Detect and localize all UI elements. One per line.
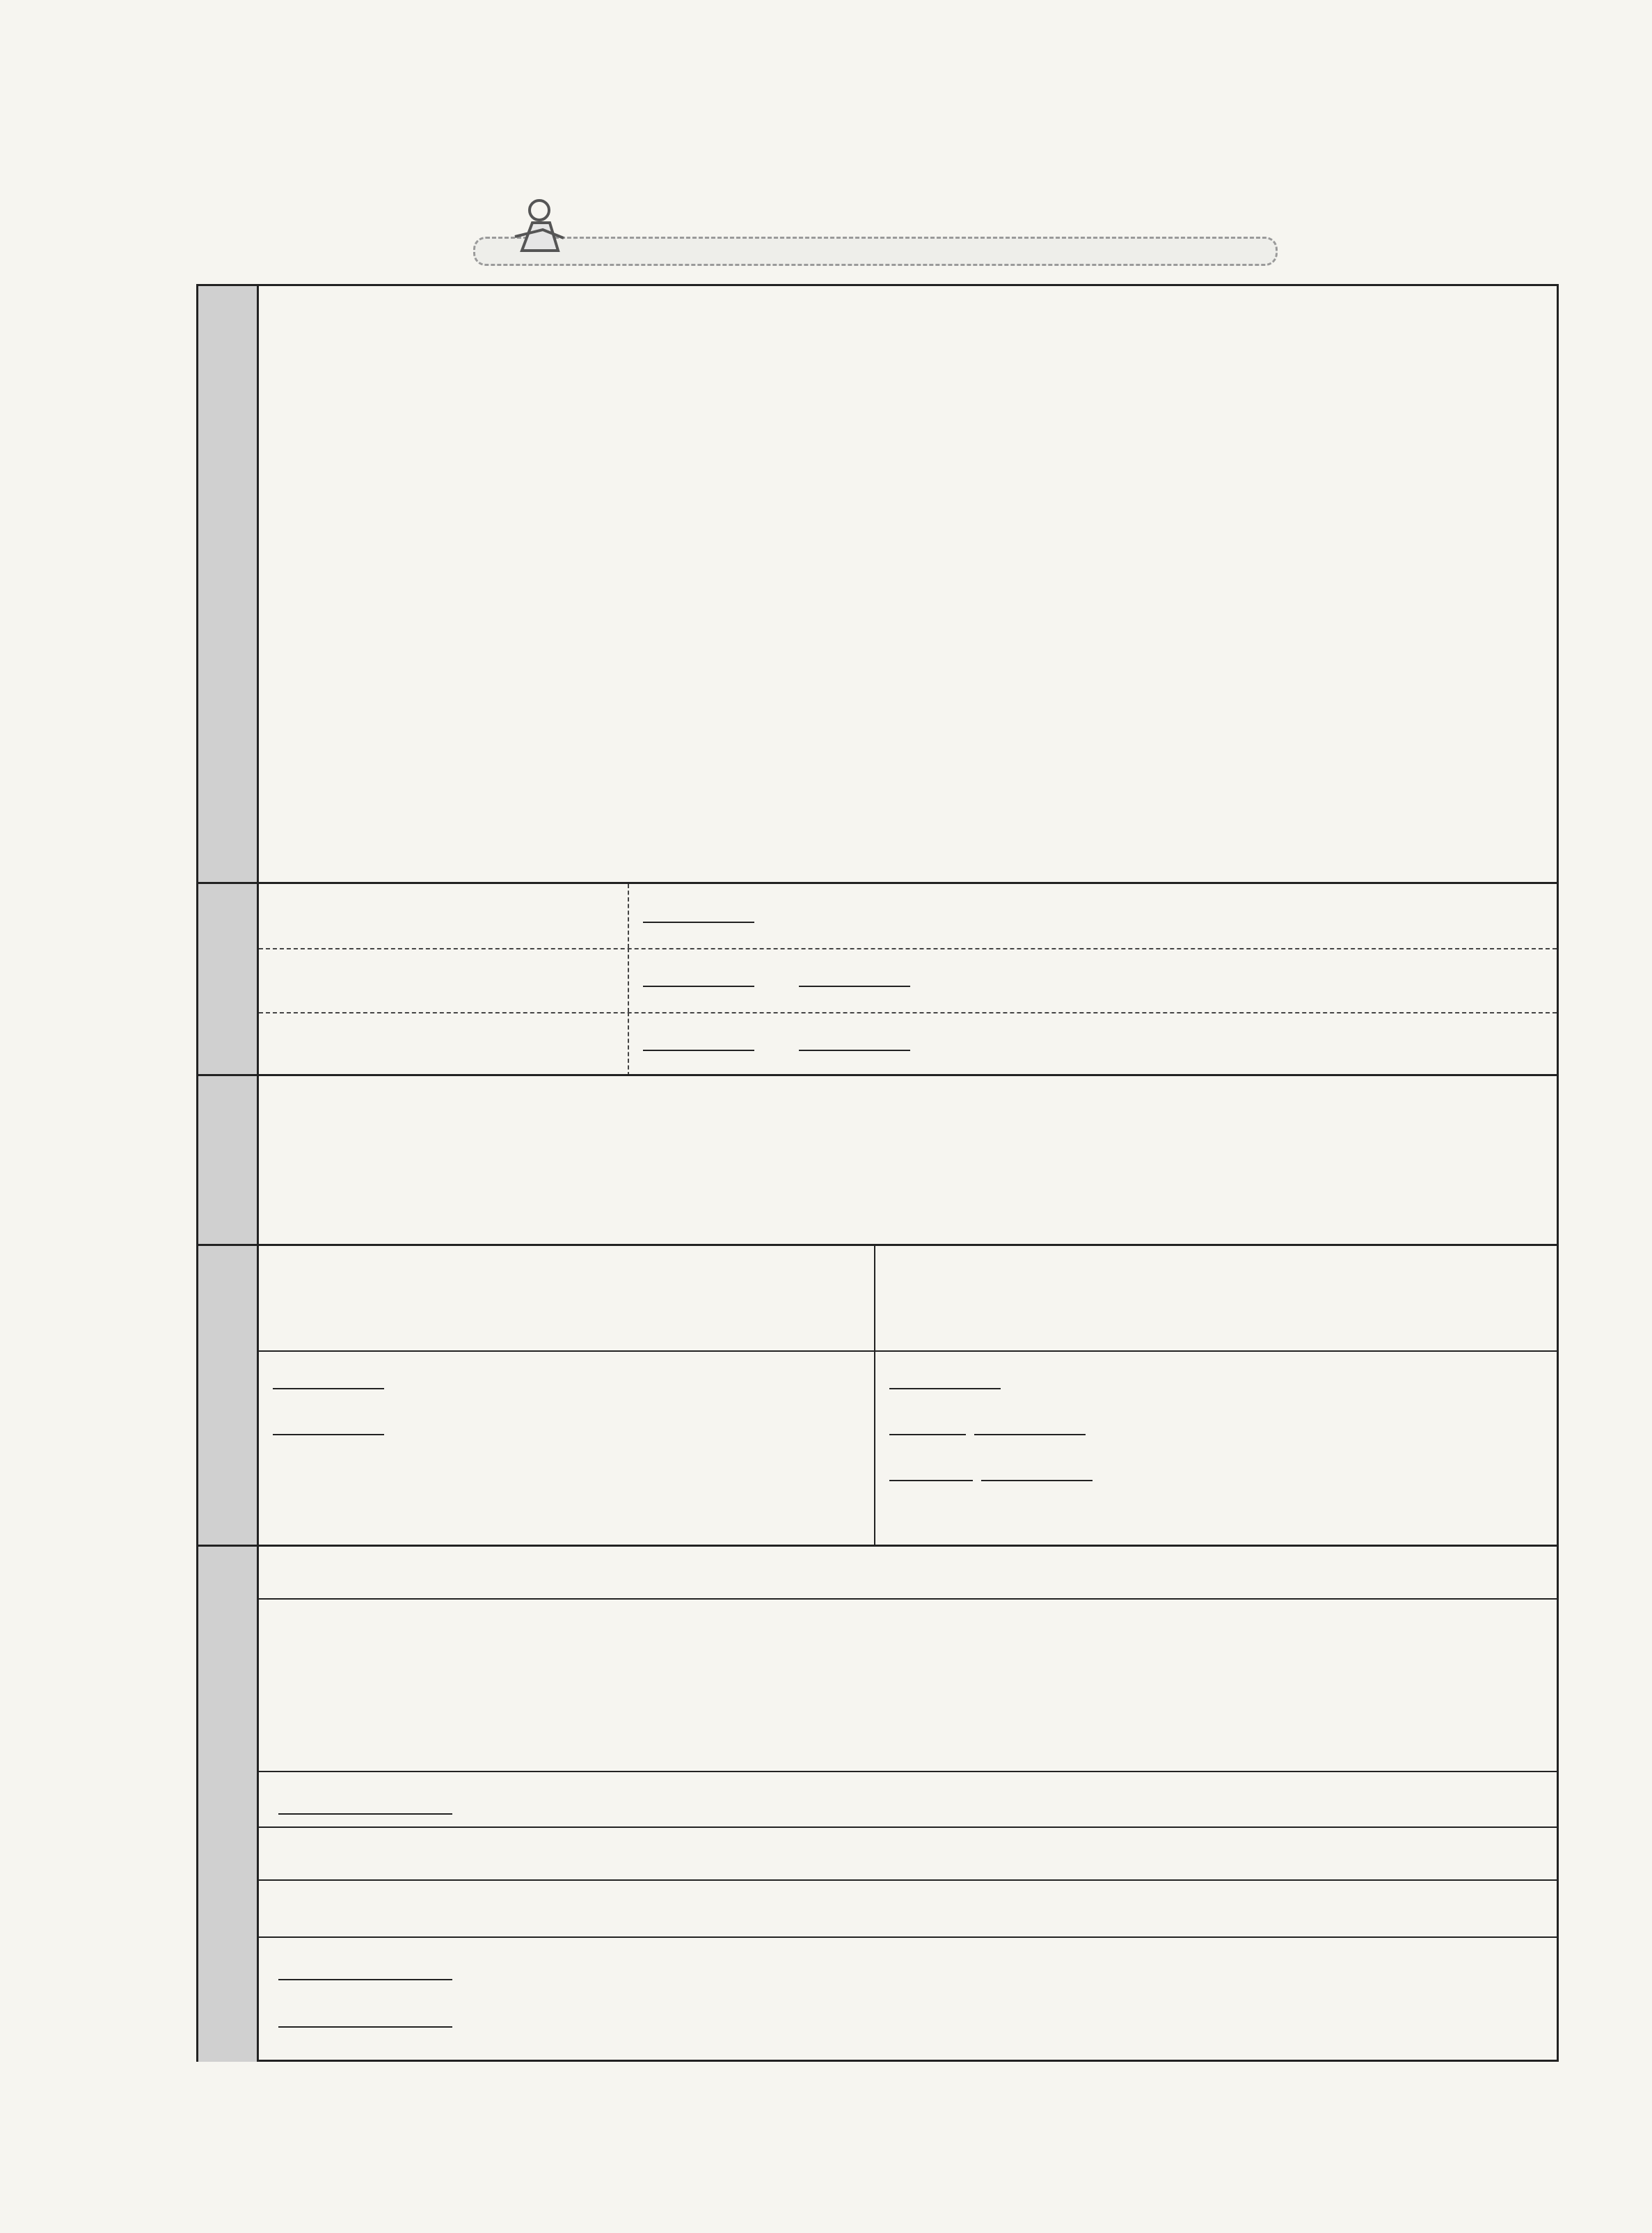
answer-blank[interactable] <box>889 1480 973 1481</box>
section-label <box>198 1076 259 1246</box>
answer-blank[interactable] <box>278 1813 452 1815</box>
vocab-word <box>259 1012 628 1076</box>
notes-and-but <box>259 1938 1557 2062</box>
answer-blank[interactable] <box>643 986 754 987</box>
title-area <box>473 195 1273 271</box>
answer-blank[interactable] <box>278 1979 452 1980</box>
section-label <box>198 1246 259 1547</box>
answer-blank[interactable] <box>974 1434 1086 1435</box>
answer-blank[interactable] <box>889 1434 966 1435</box>
notes-paragraph-2 <box>259 1879 1557 1938</box>
section-label <box>198 286 259 882</box>
phrases-table <box>259 1076 1557 1246</box>
title-band <box>473 237 1278 266</box>
situational-table <box>259 1246 1557 1547</box>
vocab-row <box>259 948 1557 1013</box>
vocab-word <box>259 948 628 1012</box>
vocab-answers <box>628 884 1557 948</box>
section-vocab-expand <box>198 882 1557 1076</box>
student-reading-icon <box>508 195 571 258</box>
vocab-row <box>259 884 1557 949</box>
worksheet <box>196 284 1559 2062</box>
notes-caution <box>259 1772 1557 1828</box>
answer-blank[interactable] <box>643 1050 754 1051</box>
dialog-right <box>874 1350 1557 1547</box>
vocab-answers <box>628 1012 1557 1076</box>
notes-paragraph-1 <box>259 1598 1557 1772</box>
header-introduce <box>874 1246 1557 1350</box>
section-label <box>198 884 259 1076</box>
section-situational <box>198 1244 1557 1547</box>
section-key-notes <box>198 1545 1557 2062</box>
section-key-words <box>198 286 1557 882</box>
vocab-table <box>259 884 1557 1076</box>
answer-blank[interactable] <box>278 2026 452 2028</box>
vocab-word <box>259 884 628 948</box>
answer-blank[interactable] <box>643 922 754 923</box>
vocab-row <box>259 1012 1557 1076</box>
situational-headers <box>259 1246 1557 1352</box>
answer-blank[interactable] <box>273 1388 384 1389</box>
answer-blank[interactable] <box>981 1480 1093 1481</box>
dialog-left <box>259 1350 874 1547</box>
notes-area <box>259 1547 1557 2062</box>
situational-body <box>259 1350 1557 1547</box>
notes-heading-2 <box>259 1828 1557 1881</box>
section-phrases <box>198 1074 1557 1246</box>
answer-blank[interactable] <box>889 1388 1001 1389</box>
words-table <box>259 286 1557 882</box>
section-label <box>198 1547 259 2062</box>
notes-heading-1 <box>259 1547 1557 1600</box>
answer-blank[interactable] <box>799 986 910 987</box>
answer-blank[interactable] <box>799 1050 910 1051</box>
page-footer <box>0 2102 1652 2130</box>
answer-blank[interactable] <box>273 1434 384 1435</box>
header-asking <box>259 1246 874 1350</box>
vocab-answers <box>628 948 1557 1012</box>
